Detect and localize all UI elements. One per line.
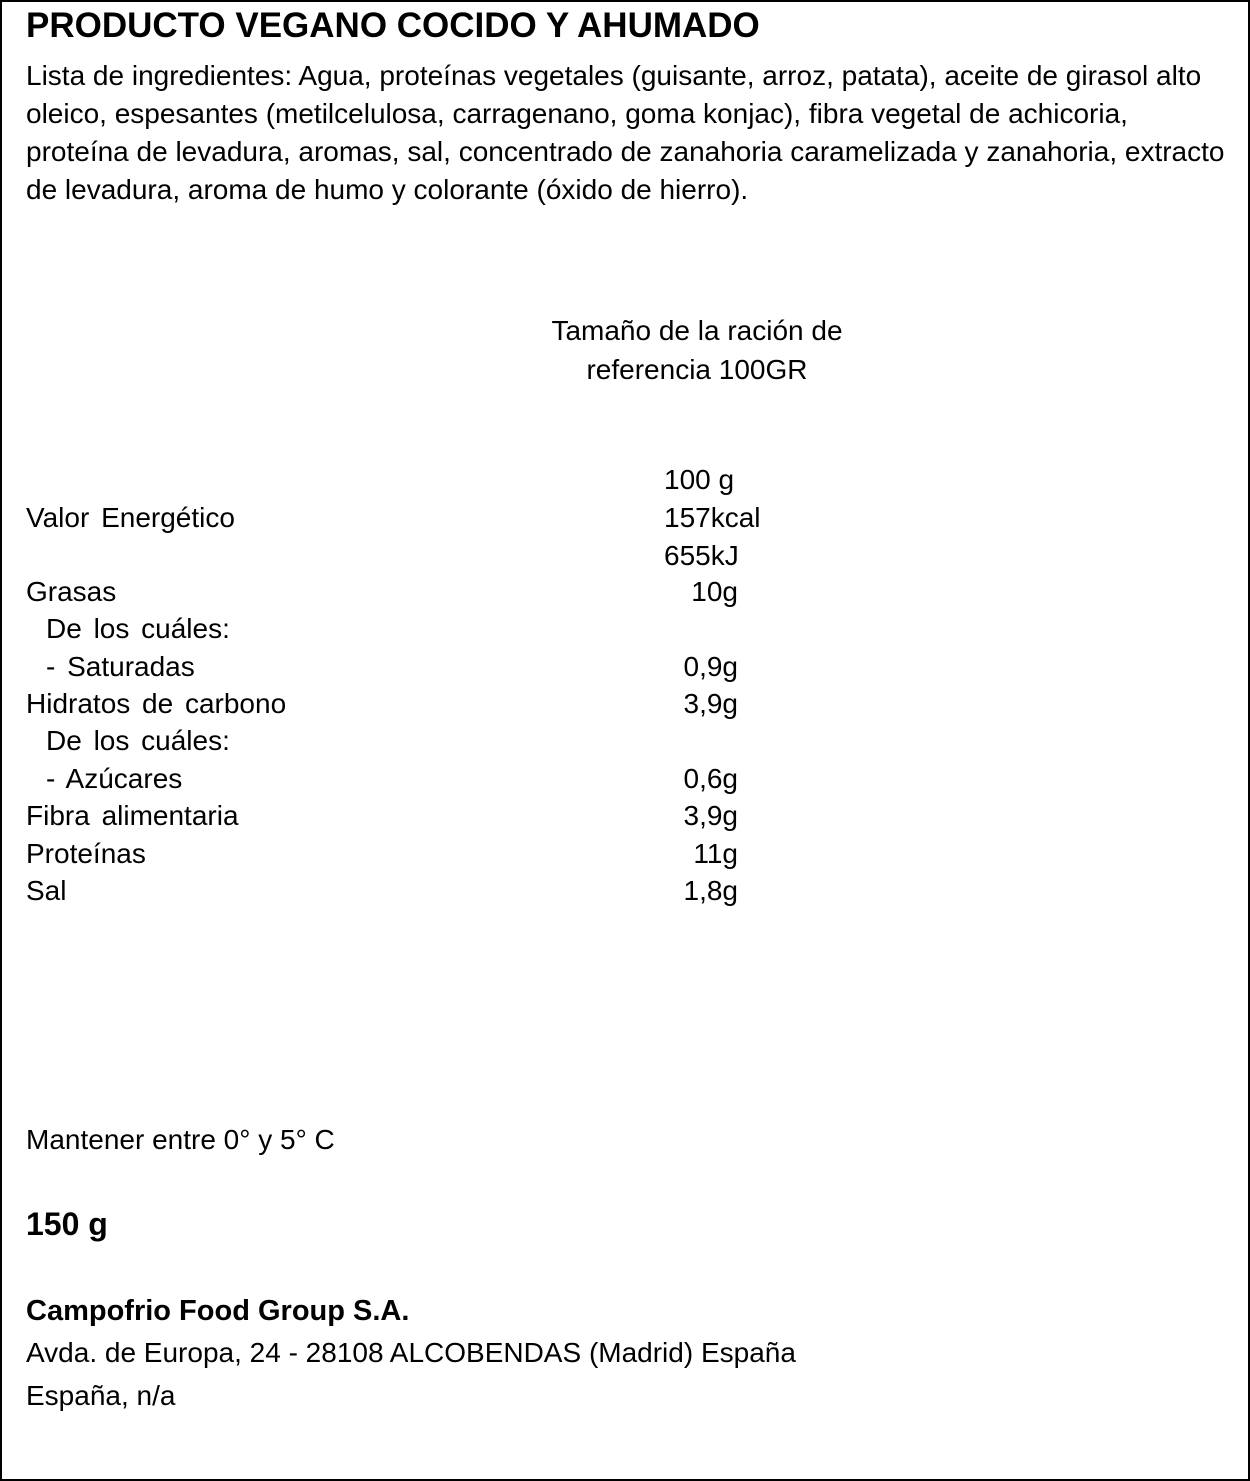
nutrition-value: 11g [693, 838, 738, 869]
serving-size-line-1: Tamaño de la ración de [551, 315, 843, 346]
nutrition-row [2, 610, 1248, 648]
nutrition-label: De los cuáles: [46, 725, 230, 756]
nutrition-row [2, 685, 1248, 723]
nutrition-row [2, 722, 1248, 760]
nutrition-label: Valor Energético [26, 502, 235, 533]
nutrition-row [2, 835, 1248, 873]
storage-instructions: Mantener entre 0° y 5° C [26, 1124, 335, 1155]
nutrition-label: - Azúcares [46, 763, 183, 794]
product-title: PRODUCTO VEGANO COCIDO Y AHUMADO [26, 6, 760, 45]
nutrition-value: 3,9g [683, 800, 738, 831]
nutrition-label: - Saturadas [46, 651, 195, 682]
nutrition-row [2, 797, 1248, 835]
nutrition-column-header: 100 g [664, 464, 735, 495]
net-weight: 150 g [26, 1206, 108, 1242]
nutrition-label: De los cuáles: [46, 613, 230, 644]
nutrition-row [2, 648, 1248, 686]
nutrition-value: 3,9g [683, 688, 738, 719]
serving-size-line-2: referencia 100GR [586, 354, 808, 385]
company-address: Avda. de Europa, 24 - 28108 ALCOBENDAS (Madrid) España [26, 1337, 796, 1368]
nutrition-row [2, 760, 1248, 798]
ingredients-list: Lista de ingredientes: Agua, proteínas vegetales (guisante, arroz, patata), aceite de girasol alto oleico, espesantes (metilcelulosa, carragenano, goma konjac), fibra vegetal de achicoria, proteína de levadura, aromas, sal, concentrado de zanahoria caramelizada y zanahoria, extracto de levadura, aroma de humo y colorante (óxido de hierro). [26, 60, 1225, 205]
nutrition-row [2, 573, 1248, 611]
energy-kj: 655kJ [664, 540, 739, 571]
nutrition-value: 0,9g [683, 651, 738, 682]
nutrition-label: Fibra alimentaria [26, 800, 239, 831]
nutrition-value: 1,8g [683, 875, 738, 906]
nutrition-row-energy-kj [2, 537, 1248, 575]
nutrition-value: 0,6g [683, 763, 738, 794]
nutrition-label: Proteínas [26, 838, 146, 869]
nutrition-row [2, 872, 1248, 910]
company-country: España, n/a [26, 1380, 176, 1411]
energy-kcal: 157kcal [664, 502, 761, 533]
nutrition-label: Sal [26, 875, 67, 906]
serving-size [472, 311, 922, 389]
company-name: Campofrio Food Group S.A. [26, 1295, 410, 1327]
nutrition-row-energy [2, 499, 1248, 537]
nutrition-value: 10g [691, 576, 738, 607]
nutrition-label: Hidratos de carbono [26, 688, 287, 719]
nutrition-label: Grasas [26, 576, 117, 607]
